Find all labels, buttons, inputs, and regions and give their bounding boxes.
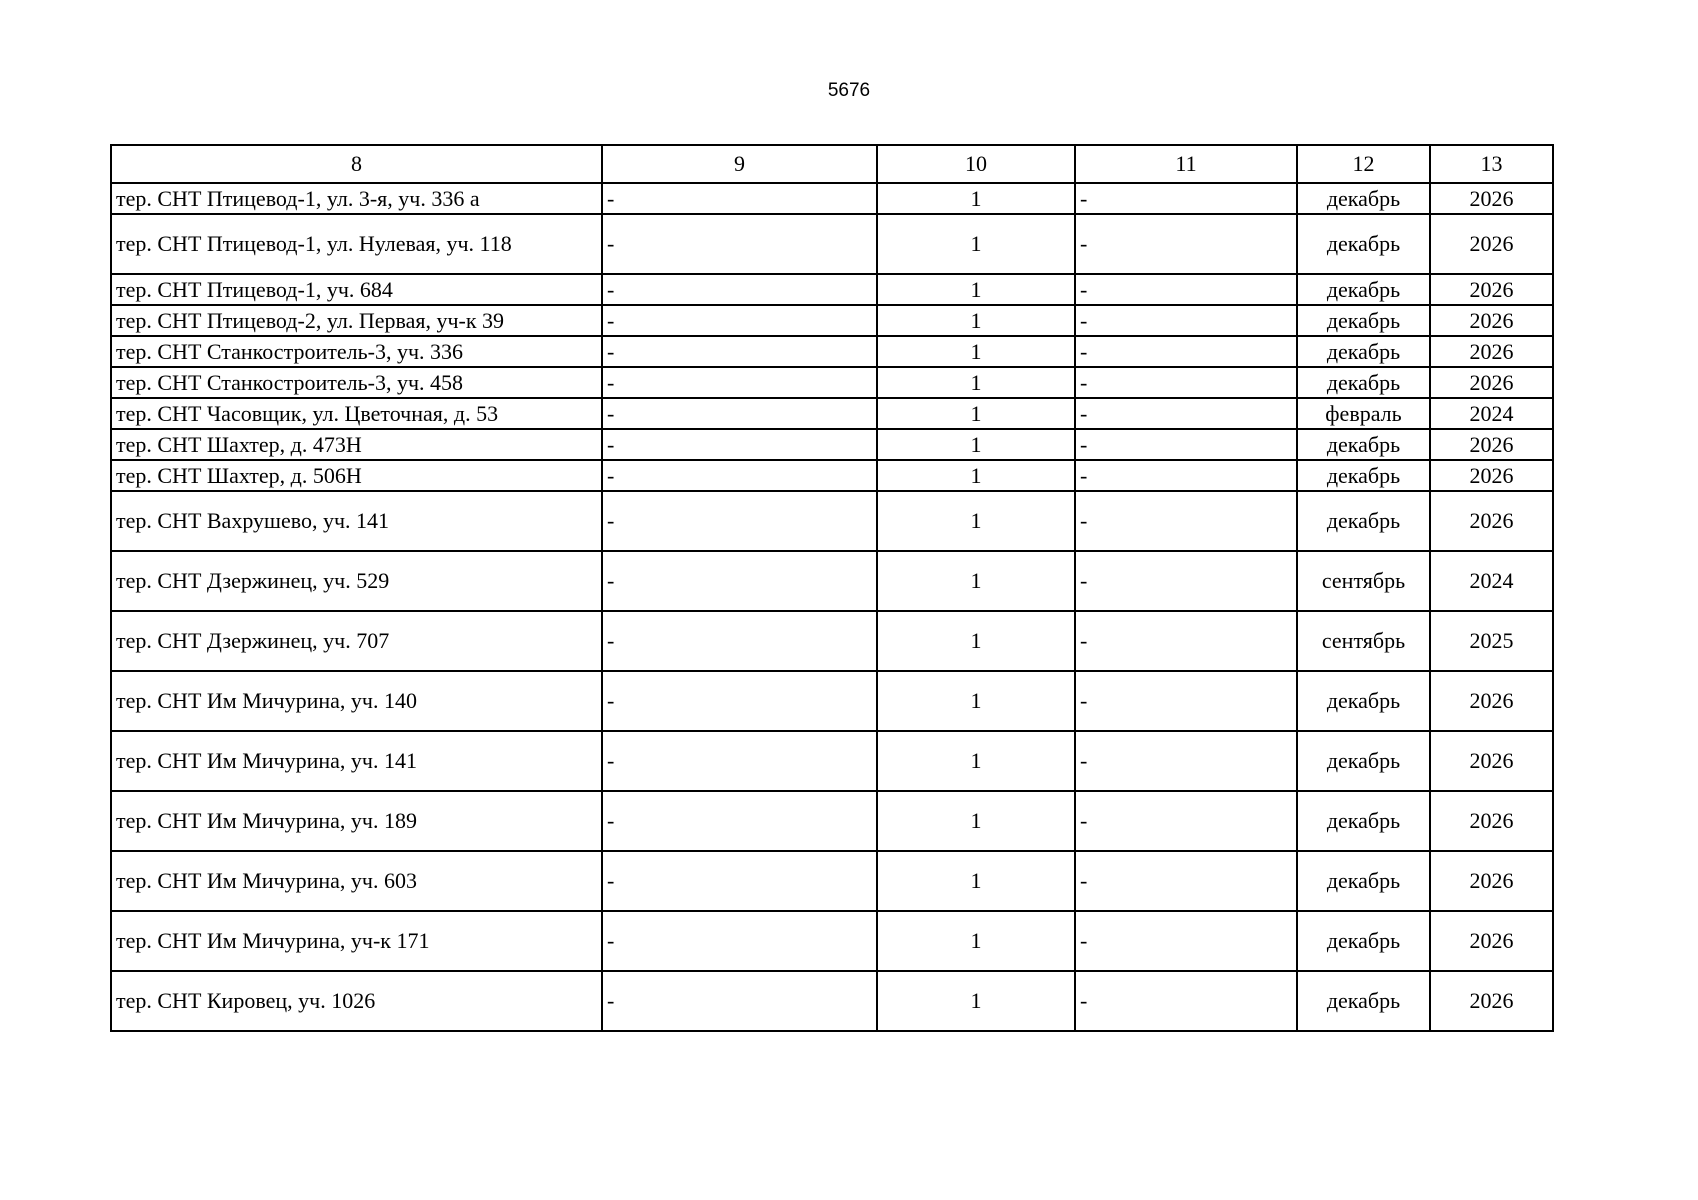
- table-row: [111, 791, 1553, 851]
- address-cell: тер. СНТ Часовщик, ул. Цветочная, д. 53: [111, 398, 602, 429]
- table-row: [111, 367, 1553, 398]
- address-cell: тер. СНТ Им Мичурина, уч. 140: [111, 671, 602, 731]
- year-cell: 2024: [1430, 551, 1553, 611]
- table-row: [111, 305, 1553, 336]
- col9-cell: -: [602, 429, 877, 460]
- col9-cell: -: [602, 911, 877, 971]
- table-row: [111, 398, 1553, 429]
- address-cell: тер. СНТ Птицевод-1, ул. 3-я, уч. 336 а: [111, 183, 602, 214]
- table-row: [111, 274, 1553, 305]
- quantity-cell: 1: [877, 214, 1075, 274]
- col11-cell: -: [1075, 911, 1297, 971]
- quantity-cell: 1: [877, 911, 1075, 971]
- col9-cell: -: [602, 274, 877, 305]
- year-cell: 2026: [1430, 911, 1553, 971]
- col11-cell: -: [1075, 611, 1297, 671]
- year-cell: 2026: [1430, 460, 1553, 491]
- col11-cell: -: [1075, 460, 1297, 491]
- col11-cell: -: [1075, 398, 1297, 429]
- month-cell: декабрь: [1297, 214, 1430, 274]
- year-cell: 2026: [1430, 791, 1553, 851]
- address-cell: тер. СНТ Станкостроитель-3, уч. 458: [111, 367, 602, 398]
- year-cell: 2026: [1430, 336, 1553, 367]
- quantity-cell: 1: [877, 274, 1075, 305]
- table-row: [111, 551, 1553, 611]
- column-header-11: 11: [1075, 145, 1297, 183]
- quantity-cell: 1: [877, 460, 1075, 491]
- quantity-cell: 1: [877, 851, 1075, 911]
- table-row: [111, 611, 1553, 671]
- address-cell: тер. СНТ Вахрушево, уч. 141: [111, 491, 602, 551]
- quantity-cell: 1: [877, 731, 1075, 791]
- year-cell: 2026: [1430, 305, 1553, 336]
- year-cell: 2026: [1430, 214, 1553, 274]
- col9-cell: -: [602, 336, 877, 367]
- address-cell: тер. СНТ Птицевод-2, ул. Первая, уч-к 39: [111, 305, 602, 336]
- table-row: [111, 671, 1553, 731]
- month-cell: декабрь: [1297, 429, 1430, 460]
- address-cell: тер. СНТ Станкостроитель-3, уч. 336: [111, 336, 602, 367]
- month-cell: декабрь: [1297, 791, 1430, 851]
- col11-cell: -: [1075, 791, 1297, 851]
- col9-cell: -: [602, 183, 877, 214]
- table-row: [111, 460, 1553, 491]
- year-cell: 2026: [1430, 274, 1553, 305]
- quantity-cell: 1: [877, 551, 1075, 611]
- address-cell: тер. СНТ Дзержинец, уч. 707: [111, 611, 602, 671]
- table-row: [111, 183, 1553, 214]
- col9-cell: -: [602, 851, 877, 911]
- address-cell: тер. СНТ Им Мичурина, уч. 189: [111, 791, 602, 851]
- quantity-cell: 1: [877, 971, 1075, 1031]
- col11-cell: -: [1075, 971, 1297, 1031]
- address-cell: тер. СНТ Кировец, уч. 1026: [111, 971, 602, 1031]
- column-header-10: 10: [877, 145, 1075, 183]
- address-cell: тер. СНТ Шахтер, д. 506Н: [111, 460, 602, 491]
- table-row: [111, 851, 1553, 911]
- month-cell: декабрь: [1297, 274, 1430, 305]
- col11-cell: -: [1075, 851, 1297, 911]
- table-header-row: [111, 145, 1553, 183]
- table-row: [111, 971, 1553, 1031]
- year-cell: 2026: [1430, 671, 1553, 731]
- address-cell: тер. СНТ Птицевод-1, уч. 684: [111, 274, 602, 305]
- year-cell: 2026: [1430, 183, 1553, 214]
- table-row: [111, 491, 1553, 551]
- month-cell: декабрь: [1297, 336, 1430, 367]
- quantity-cell: 1: [877, 429, 1075, 460]
- col9-cell: -: [602, 214, 877, 274]
- col11-cell: -: [1075, 491, 1297, 551]
- year-cell: 2026: [1430, 367, 1553, 398]
- month-cell: февраль: [1297, 398, 1430, 429]
- address-cell: тер. СНТ Дзержинец, уч. 529: [111, 551, 602, 611]
- col9-cell: -: [602, 671, 877, 731]
- table-row: [111, 214, 1553, 274]
- col11-cell: -: [1075, 183, 1297, 214]
- month-cell: декабрь: [1297, 671, 1430, 731]
- column-header-12: 12: [1297, 145, 1430, 183]
- col9-cell: -: [602, 791, 877, 851]
- col11-cell: -: [1075, 367, 1297, 398]
- table-row: [111, 911, 1553, 971]
- col11-cell: -: [1075, 336, 1297, 367]
- col11-cell: -: [1075, 671, 1297, 731]
- data-table: [110, 144, 1554, 1032]
- quantity-cell: 1: [877, 336, 1075, 367]
- col11-cell: -: [1075, 429, 1297, 460]
- column-header-9: 9: [602, 145, 877, 183]
- quantity-cell: 1: [877, 367, 1075, 398]
- month-cell: декабрь: [1297, 911, 1430, 971]
- col11-cell: -: [1075, 274, 1297, 305]
- quantity-cell: 1: [877, 611, 1075, 671]
- month-cell: декабрь: [1297, 971, 1430, 1031]
- year-cell: 2026: [1430, 491, 1553, 551]
- address-cell: тер. СНТ Шахтер, д. 473Н: [111, 429, 602, 460]
- month-cell: декабрь: [1297, 731, 1430, 791]
- month-cell: сентябрь: [1297, 551, 1430, 611]
- quantity-cell: 1: [877, 183, 1075, 214]
- month-cell: декабрь: [1297, 460, 1430, 491]
- year-cell: 2026: [1430, 429, 1553, 460]
- col9-cell: -: [602, 305, 877, 336]
- year-cell: 2024: [1430, 398, 1553, 429]
- col9-cell: -: [602, 971, 877, 1031]
- month-cell: декабрь: [1297, 183, 1430, 214]
- quantity-cell: 1: [877, 398, 1075, 429]
- year-cell: 2025: [1430, 611, 1553, 671]
- col9-cell: -: [602, 731, 877, 791]
- col11-cell: -: [1075, 731, 1297, 791]
- month-cell: декабрь: [1297, 305, 1430, 336]
- quantity-cell: 1: [877, 491, 1075, 551]
- year-cell: 2026: [1430, 731, 1553, 791]
- col9-cell: -: [602, 367, 877, 398]
- quantity-cell: 1: [877, 671, 1075, 731]
- table-row: [111, 336, 1553, 367]
- col9-cell: -: [602, 460, 877, 491]
- month-cell: декабрь: [1297, 491, 1430, 551]
- month-cell: сентябрь: [1297, 611, 1430, 671]
- col9-cell: -: [602, 551, 877, 611]
- column-header-8: 8: [111, 145, 602, 183]
- quantity-cell: 1: [877, 305, 1075, 336]
- month-cell: декабрь: [1297, 851, 1430, 911]
- address-cell: тер. СНТ Птицевод-1, ул. Нулевая, уч. 118: [111, 214, 602, 274]
- col9-cell: -: [602, 491, 877, 551]
- month-cell: декабрь: [1297, 367, 1430, 398]
- address-cell: тер. СНТ Им Мичурина, уч. 141: [111, 731, 602, 791]
- year-cell: 2026: [1430, 971, 1553, 1031]
- col9-cell: -: [602, 398, 877, 429]
- year-cell: 2026: [1430, 851, 1553, 911]
- page-number: 5676: [827, 80, 871, 101]
- col11-cell: -: [1075, 305, 1297, 336]
- col11-cell: -: [1075, 551, 1297, 611]
- address-cell: тер. СНТ Им Мичурина, уч. 603: [111, 851, 602, 911]
- quantity-cell: 1: [877, 791, 1075, 851]
- address-cell: тер. СНТ Им Мичурина, уч-к 171: [111, 911, 602, 971]
- table-row: [111, 731, 1553, 791]
- column-header-13: 13: [1430, 145, 1553, 183]
- col9-cell: -: [602, 611, 877, 671]
- table-row: [111, 429, 1553, 460]
- col11-cell: -: [1075, 214, 1297, 274]
